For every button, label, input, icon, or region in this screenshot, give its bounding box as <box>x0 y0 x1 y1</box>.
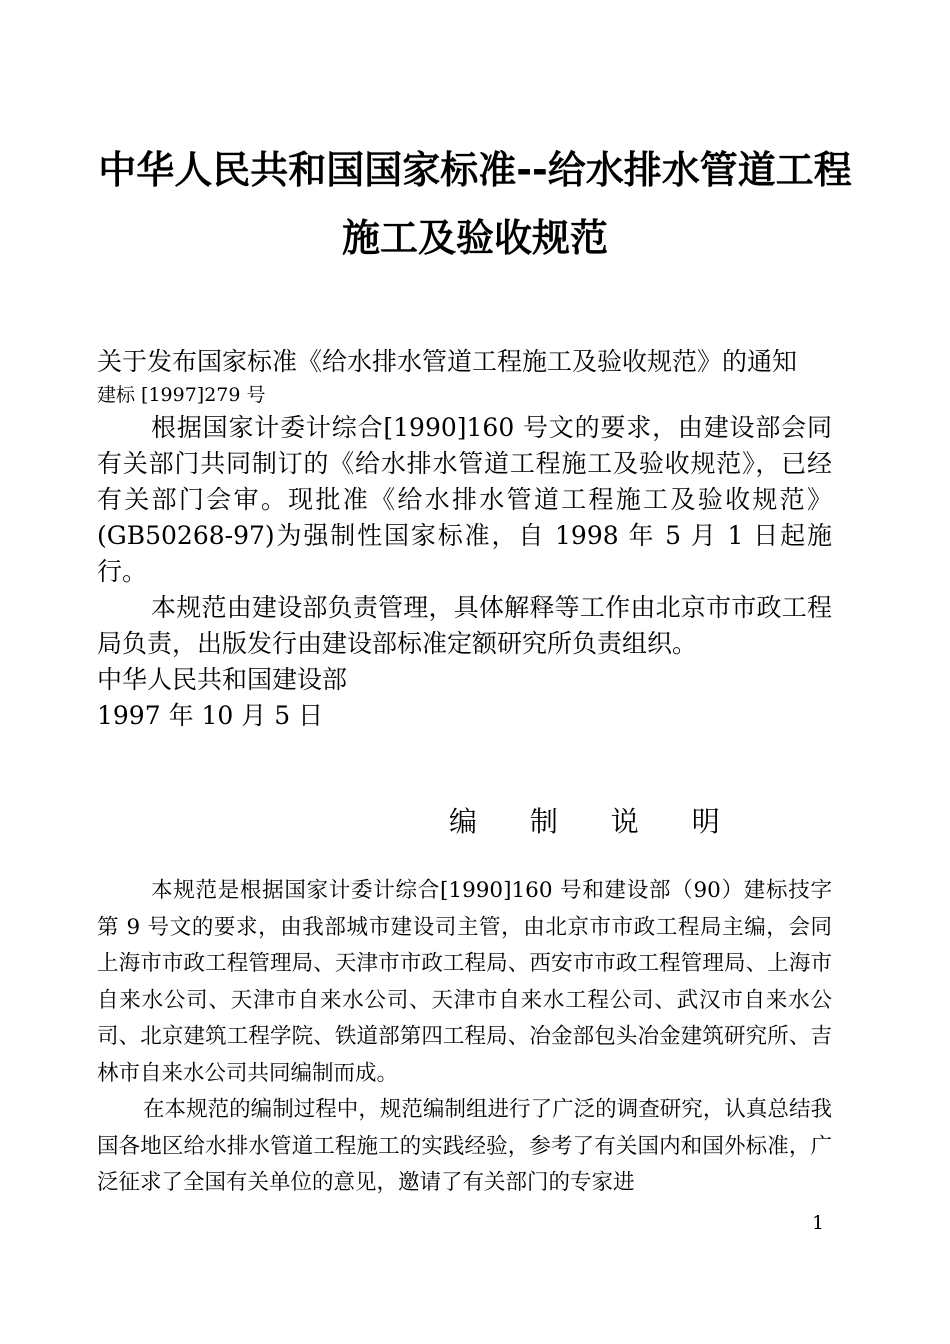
notice-block <box>97 344 832 734</box>
notice-doc-number: 建标 [1997]279 号 <box>97 384 266 406</box>
section-paragraph-2: 在本规范的编制过程中，规范编制组进行了广泛的调查研究，认真总结我国各地区给水排水管道工程施工的实践经验，参考了有关国内和国外标准，广泛征求了全国有关单位的意见，邀请了有关部门的专家进 <box>97 1097 832 1195</box>
notice-date: 1997 年 10 月 5 日 <box>97 701 324 730</box>
section-paragraph-1: 本规范是根据国家计委计综合[1990]160 号和建设部（90）建标技字第 9 号文的要求，由我部城市建设司主管，由北京市市政工程局主编，会同上海市市政工程管理局、天津市市政工程局、西安市市政工程管理局、上海市自来水公司、天津市自来水公司、天津市自来水工程公司、武汉市自来水公司、北京建筑工程学院、铁道部第四工程局、冶金部包头冶金建筑研究所、吉林市自来水公司共同编制而成。 <box>97 878 832 1086</box>
document-title-line-1: 中华人民共和国国家标准--给水排水管道工程 <box>98 148 852 192</box>
notice-issuer: 中华人民共和国建设部 <box>97 665 348 694</box>
page-number: 1 <box>812 1212 825 1234</box>
notice-paragraph-1: 根据国家计委计综合[1990]160 号文的要求，由建设部会同有关部门共同制订的《给水排水管道工程施工及验收规范》，已经有关部门会审。现批准《给水排水管道工程施工及验收规范》(GB50268-97)为强制性国家标准，自 1998 年 5 月 1 日起施行。 <box>97 413 832 586</box>
notice-paragraph-2: 本规范由建设部负责管理，具体解释等工作由北京市市政工程局负责，出版发行由建设部标准定额研究所负责组织。 <box>97 593 832 658</box>
notice-heading: 关于发布国家标准《给水排水管道工程施工及验收规范》的通知 <box>97 347 798 376</box>
section-body <box>97 873 832 1202</box>
section-heading: 编 制 说 明 <box>449 805 742 838</box>
document-title-line-2: 施工及验收规范 <box>341 216 608 260</box>
